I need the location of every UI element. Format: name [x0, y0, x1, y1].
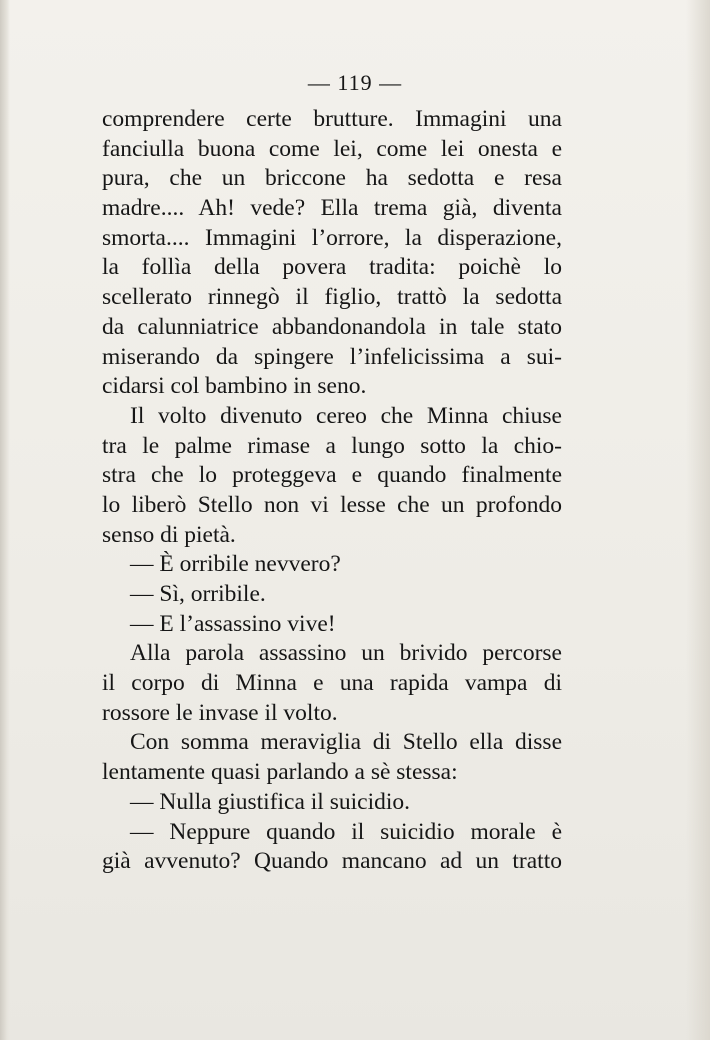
text-line: fanciulla buona come lei, come lei onesta e [102, 135, 562, 162]
text-line: cidarsi col bambino in seno. [102, 373, 367, 400]
text-line: già avvenuto? Quando mancano ad un tratto [102, 848, 562, 875]
page-number: — 119 — [307, 70, 403, 95]
text-line: — E l’assassino vive! [130, 610, 336, 637]
text-line: senso di pietà. [102, 521, 236, 548]
text-line: — Sì, orribile. [130, 581, 266, 607]
text-line: Alla parola assassino un brivido percorse [130, 640, 562, 667]
page-right-edge [686, 0, 710, 1040]
text-line: miserando da spingere l’infelicissima a sui- [102, 343, 562, 370]
text-line: madre.... Ah! vede? Ella trema già, diventa [102, 195, 562, 222]
text-line: smorta.... Immagini l’orrore, la disperazione, [102, 224, 562, 251]
text-line: Il volto divenuto cereo che Minna chiuse [130, 402, 562, 429]
text-line: lo liberò Stello non vi lesse che un profondo [102, 491, 562, 518]
text-line: — Nulla giustifica il suicidio. [130, 788, 411, 815]
text-line: scellerato rinnegò il figlio, trattò la sedotta [102, 284, 562, 311]
text-line: lentamente quasi parlando a sè stessa: [102, 759, 458, 786]
text-line: rossore le invase il volto. [102, 699, 338, 726]
text-line: pura, che un briccone ha sedotta e resa [102, 165, 562, 192]
text-line: — Neppure quando il suicidio morale è [130, 818, 562, 845]
text-line: Con somma meraviglia di Stello ella disse [130, 729, 562, 756]
text-line: tra le palme rimase a lungo sotto la chio- [102, 432, 562, 459]
body-text [102, 105, 562, 877]
text-line: il corpo di Minna e una rapida vampa di [102, 670, 562, 697]
text-line: comprendere certe brutture. Immagini una [102, 106, 562, 132]
text-line: da calunniatrice abbandonandola in tale stato [102, 313, 562, 340]
text-line: — È orribile nevvero? [130, 551, 341, 578]
text-line: stra che lo proteggeva e quando finalmente [102, 462, 562, 489]
page-left-edge [0, 0, 10, 1040]
text-line: la follìa della povera tradita: poichè lo [102, 254, 562, 281]
